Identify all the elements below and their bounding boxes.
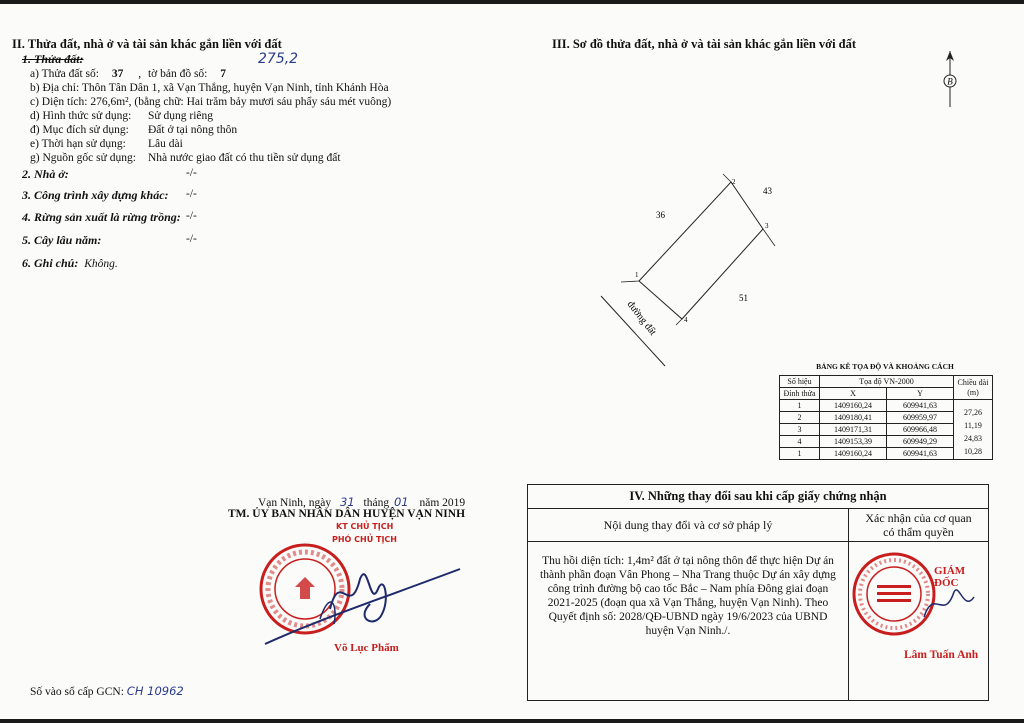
land-heading: 1. Thửa đất: <box>22 52 84 66</box>
changes-content: Thu hồi diện tích: 1,4m² đất ở tại nông thôn để thực hiện Dự án thành phần đoạn Vân Phong – Nha Trang thuộc Dự án xây dựng công trình đường bộ cao tốc Bắc – Nam phía Đông giai đoạn 2021-2025 (đoạn qua xã Vạn Thắng, huyện Vạn Ninh). Theo Quyết định số: 2028/QĐ-UBND ngày 19/6/2023 của UBND huyện Vạn Ninh./. <box>540 555 836 637</box>
vertex-4: 4 <box>684 316 688 324</box>
parcel-number-value: 37 <box>111 68 124 80</box>
row-5-point: 1 <box>780 448 820 460</box>
th-sohieu: Số hiệu <box>780 376 820 388</box>
neighbor-43: 43 <box>763 186 772 196</box>
signature-icon <box>260 549 470 649</box>
changes-table <box>527 484 989 701</box>
construction-value: -/- <box>186 188 197 200</box>
changes-col2-header <box>849 509 988 542</box>
house-value: -/- <box>186 167 197 179</box>
coord-table <box>779 375 993 460</box>
col2-header-line2: có thẩm quyền <box>883 525 954 539</box>
confirm-signature-icon <box>919 577 979 627</box>
row-3-x: 1409171,31 <box>820 424 887 436</box>
changes-col1-header: Nội dung thay đổi và cơ sở pháp lý <box>528 509 848 542</box>
map-sheet-label: tờ bản đồ số: <box>147 68 208 80</box>
date-day: 31 <box>340 495 355 509</box>
signer-name: Võ Lục Phẩm <box>334 642 399 654</box>
trees-label: 5. Cây lâu năm: <box>22 233 102 247</box>
confirm-name: Lâm Tuấn Anh <box>904 649 979 661</box>
registry-label: Số vào sổ cấp GCN: <box>30 686 124 698</box>
forest-label: 4. Rừng sản xuất là rừng trồng: <box>22 210 181 224</box>
date-month-label: tháng <box>363 497 390 509</box>
row-1-x: 1409160,24 <box>820 400 887 412</box>
length-2: 11,19 <box>964 421 982 430</box>
house-label: 2. Nhà ở: <box>22 167 69 181</box>
col2-header-line1: Xác nhận của cơ quan <box>865 511 972 525</box>
vertex-3: 3 <box>765 222 769 230</box>
confirm-role: GIÁM ĐỐC <box>934 565 966 589</box>
usage-form-label: d) Hình thức sử dụng: <box>30 110 132 122</box>
trees-value: -/- <box>186 233 197 245</box>
note-value: Không. <box>84 258 118 270</box>
usage-purpose-value: Đất ở tại nông thôn <box>148 124 238 136</box>
forest-value: -/- <box>186 210 197 222</box>
date-prefix: Vạn Ninh, ngày <box>258 497 332 509</box>
area-line: c) Diện tích: 276,6m², (bằng chữ: Hai trăm bảy mươi sáu phẩy sáu mét vuông) <box>30 96 392 108</box>
length-1: 27,26 <box>964 408 982 417</box>
row-4-point: 4 <box>780 436 820 448</box>
row-4-y: 609949,29 <box>887 436 954 448</box>
th-length <box>954 376 993 400</box>
neighbor-51: 51 <box>739 293 748 303</box>
row-3-point: 3 <box>780 424 820 436</box>
row-5-y: 609941,63 <box>887 448 954 460</box>
th-y: Y <box>887 388 954 400</box>
th-dinhthua: Đỉnh thửa <box>780 388 820 400</box>
neighbor-36: 36 <box>656 210 665 220</box>
vertex-2: 2 <box>732 178 736 186</box>
registry-value: CH 10962 <box>126 684 184 698</box>
stamp-pct: PHÓ CHỦ TỊCH <box>332 535 397 544</box>
note-line <box>22 256 118 271</box>
date-year: năm 2019 <box>419 497 466 509</box>
section-2-title: II. Thửa đất, nhà ở và tài sản khác gắn liền với đất <box>12 37 282 51</box>
row-3-y: 609966,48 <box>887 424 954 436</box>
signing-org: TM. ỦY BAN NHÂN DÂN HUYỆN VẠN NINH <box>228 508 466 520</box>
th-length-unit: (m) <box>967 387 979 397</box>
compass-letter: B <box>947 76 953 87</box>
parcel-number-line <box>30 68 226 80</box>
row-2-y: 609959,97 <box>887 412 954 424</box>
length-cell <box>954 400 993 460</box>
changes-content-column <box>528 509 849 700</box>
usage-form-value: Sử dụng riêng <box>148 110 214 122</box>
registry-line <box>30 684 184 698</box>
th-x: X <box>820 388 887 400</box>
stamp-kt: KT CHỦ TỊCH <box>336 522 394 531</box>
parcel-sep: , <box>138 68 142 80</box>
date-month: 01 <box>393 495 409 509</box>
address-line: b) Địa chỉ: Thôn Tân Dân 1, xã Vạn Thắng, huyện Vạn Ninh, tỉnh Khánh Hòa <box>30 82 389 94</box>
row-2-point: 2 <box>780 412 820 424</box>
parcel-sketch <box>580 164 800 374</box>
changes-title: IV. Những thay đổi sau khi cấp giấy chứng nhận <box>528 485 988 509</box>
length-3: 24,83 <box>964 434 982 443</box>
usage-term-value: Lâu dài <box>148 138 183 150</box>
vertex-1: 1 <box>635 271 639 279</box>
th-length-label: Chiều dài <box>957 377 989 387</box>
road-label: đường đất <box>624 299 659 338</box>
handwritten-note: 275,2 <box>258 51 299 67</box>
row-4-x: 1409153,39 <box>820 436 887 448</box>
row-1-y: 609941,63 <box>887 400 954 412</box>
note-label: 6. Ghi chú: <box>22 256 79 270</box>
north-arrow-icon <box>935 49 965 109</box>
certificate-page <box>0 4 1024 719</box>
origin-value: Nhà nước giao đất có thu tiền sử dụng đất <box>148 152 341 164</box>
length-4: 10,28 <box>964 447 982 456</box>
coord-table-title: BẢNG KÊ TỌA ĐỘ VÀ KHOẢNG CÁCH <box>816 362 954 371</box>
usage-purpose-label: đ) Mục đích sử dụng: <box>30 124 129 136</box>
row-1-point: 1 <box>780 400 820 412</box>
changes-confirm-column <box>849 509 988 700</box>
parcel-number-label: a) Thửa đất số: <box>30 68 99 80</box>
map-sheet-value: 7 <box>220 68 226 80</box>
row-2-x: 1409180,41 <box>820 412 887 424</box>
section-3-title: III. Sơ đồ thửa đất, nhà ở và tài sản khác gắn liền với đất <box>552 37 857 51</box>
signing-date <box>258 495 465 509</box>
construction-label: 3. Công trình xây dựng khác: <box>22 188 169 202</box>
th-toado: Tọa độ VN-2000 <box>820 376 954 388</box>
origin-label: g) Nguồn gốc sử dụng: <box>30 152 136 164</box>
usage-term-label: e) Thời hạn sử dụng: <box>30 138 126 150</box>
row-5-x: 1409160,24 <box>820 448 887 460</box>
